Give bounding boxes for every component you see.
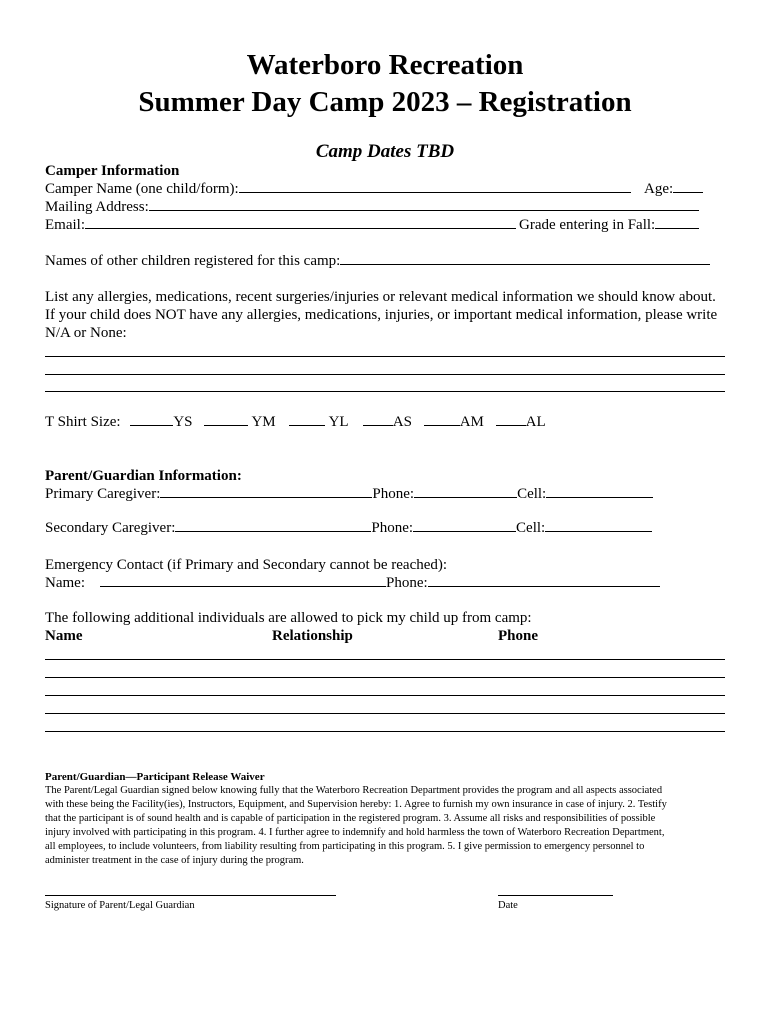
primary-caregiver-field[interactable] <box>160 485 372 498</box>
medical-instructions-line1: List any allergies, medications, recent surgeries/injuries or relevant medical information we should know about. <box>45 289 716 305</box>
date-line[interactable] <box>498 895 613 896</box>
other-children-field[interactable] <box>340 252 710 265</box>
email-label: Email: <box>45 217 85 233</box>
grade-field[interactable] <box>655 216 699 229</box>
emergency-contact-heading: Emergency Contact (if Primary and Secondary cannot be reached): <box>45 557 448 573</box>
size-am-blank[interactable] <box>424 413 460 426</box>
size-as-blank[interactable] <box>363 413 393 426</box>
pickup-col-name: Name <box>45 628 83 644</box>
secondary-caregiver-label: Secondary Caregiver: <box>45 520 176 536</box>
pickup-line-3[interactable] <box>45 695 725 696</box>
pickup-line-1[interactable] <box>45 659 725 660</box>
secondary-phone-label: Phone: <box>371 520 414 536</box>
pickup-line-2[interactable] <box>45 677 725 678</box>
size-ym-label: YM <box>251 414 276 430</box>
camper-name-field[interactable] <box>239 180 631 193</box>
emergency-name-field[interactable] <box>100 574 386 587</box>
camper-name-label: Camper Name (one child/form): <box>45 181 239 197</box>
camper-name-row <box>45 180 631 198</box>
size-am-label: AM <box>459 414 484 430</box>
size-al-label: AL <box>525 414 546 430</box>
size-ys-blank[interactable] <box>130 413 173 426</box>
emergency-contact-row <box>45 574 660 592</box>
other-children-row <box>45 252 710 270</box>
size-al-blank[interactable] <box>496 413 526 426</box>
size-ym-blank[interactable] <box>204 413 248 426</box>
waiver-line: administer treatment in the case of injury during the program. <box>45 855 304 866</box>
mailing-address-row <box>45 198 699 216</box>
pickup-line-5[interactable] <box>45 731 725 732</box>
primary-cell-field[interactable] <box>546 485 653 498</box>
secondary-caregiver-row <box>45 519 652 537</box>
size-yl-blank[interactable] <box>289 413 325 426</box>
grade-row <box>519 216 699 234</box>
pickup-col-phone: Phone <box>498 628 539 644</box>
pickup-line-4[interactable] <box>45 713 725 714</box>
secondary-cell-label: Cell: <box>516 520 546 536</box>
secondary-phone-field[interactable] <box>413 519 516 532</box>
mailing-address-field[interactable] <box>149 198 699 211</box>
waiver-line: all employees, to include volunteers, from liability resulting from participating in this program. 5. I give permission to emergency personnel to <box>45 841 645 852</box>
emergency-name-label: Name: <box>45 575 85 591</box>
secondary-cell-field[interactable] <box>545 519 652 532</box>
primary-cell-label: Cell: <box>517 486 547 502</box>
camper-info-heading: Camper Information <box>45 163 180 179</box>
waiver-line: that the participant is of sound health and is capable of participation in the registered program. 3. Assume all risks and responsibilities of possible <box>45 813 656 824</box>
form-title-line1: Waterboro Recreation <box>246 49 524 81</box>
signature-label: Signature of Parent/Legal Guardian <box>45 900 195 911</box>
medical-line-1[interactable] <box>45 356 725 357</box>
signature-line[interactable] <box>45 895 336 896</box>
email-row <box>45 216 516 234</box>
age-label: Age: <box>644 181 674 197</box>
medical-line-3[interactable] <box>45 391 725 392</box>
size-yl-label: YL <box>328 414 349 430</box>
emergency-phone-field[interactable] <box>428 574 660 587</box>
primary-caregiver-row <box>45 485 653 503</box>
tshirt-size-row <box>45 413 546 431</box>
size-as-label: AS <box>392 414 412 430</box>
waiver-line: The Parent/Legal Guardian signed below knowing fully that the Waterboro Recreation Department provides the program and all aspects associated <box>45 785 663 796</box>
mailing-address-label: Mailing Address: <box>45 199 149 215</box>
medical-instructions-line2: If your child does NOT have any allergies, medications, injuries, or important medical information, please write <box>45 307 718 323</box>
medical-line-2[interactable] <box>45 374 725 375</box>
date-label: Date <box>498 900 518 911</box>
primary-caregiver-label: Primary Caregiver: <box>45 486 161 502</box>
secondary-caregiver-field[interactable] <box>175 519 371 532</box>
camp-dates-subtitle: Camp Dates TBD <box>315 141 455 162</box>
grade-label: Grade entering in Fall: <box>519 217 656 233</box>
tshirt-size-label: T Shirt Size: <box>45 414 121 430</box>
emergency-phone-label: Phone: <box>385 575 428 591</box>
primary-phone-label: Phone: <box>372 486 415 502</box>
pickup-col-relationship: Relationship <box>272 628 353 644</box>
parent-info-heading: Parent/Guardian Information: <box>45 468 242 484</box>
age-field[interactable] <box>673 180 703 193</box>
waiver-heading: Parent/Guardian—Participant Release Waiver <box>45 771 265 783</box>
primary-phone-field[interactable] <box>414 485 517 498</box>
waiver-text <box>45 784 735 868</box>
medical-instructions-line3: N/A or None: <box>45 325 127 341</box>
form-title-line2: Summer Day Camp 2023 – Registration <box>138 86 632 118</box>
age-row <box>644 180 703 198</box>
waiver-line: with these being the Facility(ies), Instructors, Equipment, and Supervision hereby: 1. Agree to furnish my own insurance in case of injury. 2. Testify <box>45 799 667 810</box>
email-field[interactable] <box>85 216 516 229</box>
pickup-intro: The following additional individuals are allowed to pick my child up from camp: <box>45 610 532 626</box>
size-ys-label: YS <box>173 414 193 430</box>
other-children-label: Names of other children registered for this camp: <box>45 253 341 269</box>
waiver-line: injury involved with participating in this program. 4. I further agree to indemnify and hold harmless the town of Waterboro Recreation Department, <box>45 827 665 838</box>
